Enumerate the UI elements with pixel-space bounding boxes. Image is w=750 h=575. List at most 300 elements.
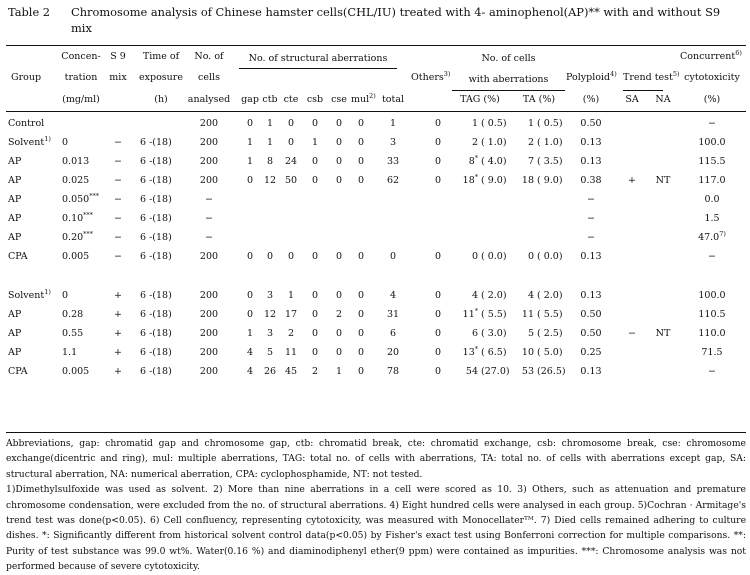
cell-cte-value: 24 xyxy=(284,156,298,167)
cell-ctb xyxy=(260,309,280,321)
cell-total-value: 3 xyxy=(389,137,397,148)
cell-poly-value: − xyxy=(587,213,595,224)
cell-total xyxy=(380,175,406,187)
cell-ta-value: 4 xyxy=(527,290,534,301)
cell-tag-value: 11 xyxy=(462,309,475,320)
cell-conc-value: 0.28 xyxy=(62,309,84,320)
cell-cte xyxy=(281,118,301,130)
cell-tagp xyxy=(481,137,507,149)
cell-poly-value: 0.13 xyxy=(580,137,602,148)
cell-group-value: AP xyxy=(8,156,22,167)
cell-cse-value: 0 xyxy=(335,175,343,186)
cell-tagp xyxy=(481,118,507,130)
cell-ta xyxy=(516,137,534,149)
cell-conc-value: 0.005 xyxy=(62,251,90,262)
cell-time xyxy=(140,328,172,340)
cell-cse xyxy=(327,309,351,321)
cell-group xyxy=(8,118,44,130)
cell-cells xyxy=(186,137,232,149)
cell-oth-value: 0 xyxy=(434,347,442,358)
cell-group xyxy=(8,194,21,206)
col-header-trend-text: Trend test xyxy=(623,72,673,83)
cell-ctb-value: 1 xyxy=(266,137,274,148)
col-header-others xyxy=(411,69,451,84)
cell-time-value: 6 -(18) xyxy=(140,347,172,358)
cell-poly-value: 0.13 xyxy=(580,366,602,377)
cell-conc-value: 0.10 xyxy=(62,213,84,224)
table-title: Chromosome analysis of Chinese hamster cells(CHL/IU) treated with 4- aminophenol(AP)** with and without S9 mix xyxy=(71,5,721,35)
col-header-cells-3: analysed xyxy=(187,94,231,105)
cell-tagp-value: ( 9.0) xyxy=(481,175,507,186)
cell-oth-value: 0 xyxy=(434,309,442,320)
cell-mul-value: 0 xyxy=(357,366,365,377)
cell-time xyxy=(140,156,172,168)
cell-total xyxy=(380,156,406,168)
cell-time-value: 6 -(18) xyxy=(140,175,172,186)
cell-ta xyxy=(516,175,534,187)
cell-ta xyxy=(516,347,534,359)
cell-ta-value: 7 xyxy=(527,156,534,167)
cell-csb xyxy=(303,118,327,130)
cell-csb-value: 0 xyxy=(311,175,319,186)
cell-total xyxy=(380,251,406,263)
cell-csb-value: 0 xyxy=(311,347,319,358)
cell-group-value: AP xyxy=(8,309,22,320)
cell-oth xyxy=(428,309,448,321)
cell-mul xyxy=(349,366,373,378)
cell-poly xyxy=(570,194,612,206)
cell-conc-value: 0.55 xyxy=(62,328,84,339)
cell-csb xyxy=(303,137,327,149)
cell-gap-value: 0 xyxy=(246,118,254,129)
cell-s9-value: − xyxy=(114,156,122,167)
col-header-mul-text: mul xyxy=(351,94,370,105)
cell-poly xyxy=(570,137,612,149)
cell-conc-value: 1.1 xyxy=(62,347,78,358)
cell-time-value: 6 -(18) xyxy=(140,328,172,339)
cell-poly xyxy=(570,366,612,378)
cell-cse-value: 0 xyxy=(335,251,343,262)
cell-cse-value: 0 xyxy=(335,347,343,358)
cell-conc xyxy=(62,251,89,263)
cell-group xyxy=(8,213,21,225)
col-header-s9-1: S 9 xyxy=(110,51,126,62)
footnote-abbreviations: Abbreviations, gap: chromatid gap and chromosome gap, ctb: chromatid break, cte: chromatid exchange, csb: chromosome break, cse: chromosome exchange(dicentric and ring), mul: multiple aberrations, TAG: total no. of cells with aberrations, TA: total no. of cells with aberrations except gap, SA: structural aberration, NA: numerical aberration, CPA: cyclophosphamide, NT: not tested. xyxy=(6,438,746,480)
cell-tap-value: ( 5.0) xyxy=(537,347,563,358)
cell-tag xyxy=(456,290,478,302)
cell-na xyxy=(648,175,678,187)
cell-gap xyxy=(240,366,260,378)
cell-ctb-value: 8 xyxy=(266,156,274,167)
cell-group-value: CPA xyxy=(8,251,28,262)
cell-s9 xyxy=(106,366,130,378)
cell-tag-note: * xyxy=(474,306,478,315)
cell-oth-value: 0 xyxy=(434,118,442,129)
cell-poly xyxy=(570,290,612,302)
cell-csb xyxy=(303,290,327,302)
cell-conc-value: 0.013 xyxy=(62,156,90,167)
cell-cse xyxy=(327,366,351,378)
cell-ctb xyxy=(260,290,280,302)
cell-tag-value: 6 xyxy=(471,328,478,339)
cell-time-value: 6 -(18) xyxy=(140,156,172,167)
cell-csb xyxy=(303,175,327,187)
cell-tagp xyxy=(481,251,507,263)
cell-na xyxy=(648,328,678,340)
cell-mul xyxy=(349,309,373,321)
cell-cte-value: 0 xyxy=(287,137,295,148)
cell-cells xyxy=(186,328,232,340)
cell-oth-value: 0 xyxy=(434,156,442,167)
cell-group-value: Solvent xyxy=(8,290,45,301)
cell-tagp-value: ( 2.0) xyxy=(481,290,507,301)
cell-tap xyxy=(537,366,566,378)
cell-cyto-value: 71.5 xyxy=(701,347,723,358)
cell-group-note: 1) xyxy=(44,287,51,296)
cell-mul xyxy=(349,251,373,263)
cell-time xyxy=(140,366,172,378)
cell-gap-value: 0 xyxy=(246,175,254,186)
cell-tap-value: ( 3.5) xyxy=(537,156,563,167)
cell-gap xyxy=(240,175,260,187)
cell-poly-value: − xyxy=(587,232,595,243)
cell-gap-value: 4 xyxy=(246,366,254,377)
cell-mul xyxy=(349,347,373,359)
cell-group xyxy=(8,328,21,340)
cell-conc-value: 0.050 xyxy=(62,194,90,205)
cell-mul-value: 0 xyxy=(357,290,365,301)
cell-total xyxy=(380,118,406,130)
cell-time xyxy=(140,232,172,244)
cell-poly-value: 0.25 xyxy=(580,347,602,358)
col-header-ta: TA (%) xyxy=(522,94,556,105)
cell-s9 xyxy=(106,251,130,263)
col-header-cyto-note: 6) xyxy=(735,48,742,57)
cell-oth-value: 0 xyxy=(434,290,442,301)
cell-ta-value: 10 xyxy=(521,347,534,358)
cell-csb xyxy=(303,366,327,378)
cell-mul-value: 0 xyxy=(357,137,365,148)
cell-poly-value: 0.50 xyxy=(580,309,602,320)
cell-cse-value: 0 xyxy=(335,290,343,301)
col-header-cyto-1 xyxy=(680,48,742,63)
cell-time xyxy=(140,137,172,149)
col-header-ctb: ctb xyxy=(262,94,278,105)
cell-tagp xyxy=(481,328,507,340)
cell-csb-value: 0 xyxy=(311,156,319,167)
cell-mul xyxy=(349,175,373,187)
cell-oth xyxy=(428,137,448,149)
table-footnotes xyxy=(6,436,746,575)
cell-cyto-value: 100.0 xyxy=(698,137,726,148)
cell-poly-value: − xyxy=(587,194,595,205)
cell-ctb-value: 12 xyxy=(263,175,277,186)
cell-gap-value: 1 xyxy=(246,137,254,148)
cell-ctb xyxy=(260,118,280,130)
cell-cte-value: 11 xyxy=(284,347,298,358)
cell-oth xyxy=(428,251,448,263)
cell-group-value: AP xyxy=(8,328,22,339)
cell-tap-value: ( 5.5) xyxy=(537,309,563,320)
cell-cyto-note: 7) xyxy=(719,229,726,238)
cell-tag-value: 4 xyxy=(471,290,478,301)
cell-s9 xyxy=(106,328,130,340)
cell-time-value: 6 -(18) xyxy=(140,309,172,320)
cell-gap xyxy=(240,251,260,263)
cell-group xyxy=(8,366,28,378)
cell-tagp xyxy=(481,175,507,187)
cell-cyto xyxy=(680,137,744,149)
cell-cells xyxy=(186,251,232,263)
cell-total-value: 33 xyxy=(386,156,400,167)
withab-header-rule xyxy=(452,90,565,91)
cell-cyto xyxy=(680,175,744,187)
col-header-cyto-3: (%) xyxy=(703,94,721,105)
cell-cte xyxy=(281,137,301,149)
cell-cells-value: 200 xyxy=(199,347,219,358)
cell-mul-value: 0 xyxy=(357,347,365,358)
cell-poly-value: 0.50 xyxy=(580,328,602,339)
cell-conc xyxy=(62,175,89,187)
cell-tap xyxy=(537,347,563,359)
cell-cells-value: 200 xyxy=(199,366,219,377)
cell-oth xyxy=(428,290,448,302)
cell-mul xyxy=(349,137,373,149)
cell-gap xyxy=(240,347,260,359)
cell-mul-value: 0 xyxy=(357,118,365,129)
cell-cte-value: 17 xyxy=(284,309,298,320)
cell-gap-value: 0 xyxy=(246,309,254,320)
cell-mul xyxy=(349,156,373,168)
cell-conc-note: *** xyxy=(83,210,93,219)
cell-oth xyxy=(428,347,448,359)
cell-group-note: 1) xyxy=(44,134,51,143)
cell-cse xyxy=(327,118,351,130)
cell-group-value: AP xyxy=(8,213,22,224)
cell-cyto xyxy=(680,213,744,225)
cell-total-value: 4 xyxy=(389,290,397,301)
cell-oth xyxy=(428,118,448,130)
cell-mul-value: 0 xyxy=(357,328,365,339)
cell-tap-value: ( 1.0) xyxy=(537,137,563,148)
cell-tap-value: ( 2.5) xyxy=(537,328,563,339)
cell-ta-value: 53 xyxy=(521,366,534,377)
cell-conc-value: 0 xyxy=(62,290,69,301)
cell-cte-value: 1 xyxy=(287,290,295,301)
cell-gap-value: 1 xyxy=(246,328,254,339)
cell-poly-value: 0.13 xyxy=(580,290,602,301)
cell-cyto-value: − xyxy=(708,366,716,377)
cell-s9-value: + xyxy=(114,290,122,301)
col-header-polyploid-text: Polyploid xyxy=(566,72,611,83)
cell-tag xyxy=(456,172,478,187)
cell-tap-value: (26.5) xyxy=(537,366,566,377)
cell-ta xyxy=(516,366,534,378)
cell-tagp xyxy=(481,347,507,359)
cell-cyto-value: 110.0 xyxy=(698,328,726,339)
cell-tag xyxy=(456,118,478,130)
cell-ctb-value: 0 xyxy=(266,251,274,262)
cell-s9-value: + xyxy=(114,347,122,358)
table-bottom-rule xyxy=(6,432,746,433)
cell-ta xyxy=(516,290,534,302)
cell-tagp-value: ( 5.5) xyxy=(481,309,507,320)
cell-tagp-value: ( 0.0) xyxy=(481,251,507,262)
cell-ta xyxy=(516,118,534,130)
cell-csb xyxy=(303,309,327,321)
col-header-withab-1: No. of cells xyxy=(481,53,536,64)
col-header-mul xyxy=(351,91,376,106)
cell-total-value: 0 xyxy=(389,251,397,262)
cell-csb-value: 2 xyxy=(311,366,319,377)
cell-tag-note: * xyxy=(474,344,478,353)
cell-time xyxy=(140,290,172,302)
cell-cells xyxy=(186,290,232,302)
col-header-polyploid xyxy=(566,69,617,84)
cell-cyto-value: 117.0 xyxy=(698,175,726,186)
cell-ctb xyxy=(260,137,280,149)
cell-group xyxy=(8,232,21,244)
cell-cse-value: 0 xyxy=(335,118,343,129)
cell-poly xyxy=(570,328,612,340)
cell-mul xyxy=(349,118,373,130)
cell-time xyxy=(140,194,172,206)
cell-gap xyxy=(240,137,260,149)
cell-oth xyxy=(428,366,448,378)
cell-gap xyxy=(240,309,260,321)
cell-cse xyxy=(327,328,351,340)
cell-mul xyxy=(349,290,373,302)
cell-tagp xyxy=(481,156,507,168)
cell-ta-value: 0 xyxy=(527,251,534,262)
cell-tagp xyxy=(481,290,507,302)
cell-cte xyxy=(281,366,301,378)
cell-tag xyxy=(456,153,478,168)
col-header-conc-3: (mg/ml) xyxy=(62,94,100,105)
cell-conc-note: *** xyxy=(83,229,93,238)
cell-tagp xyxy=(481,309,507,321)
cell-oth-value: 0 xyxy=(434,251,442,262)
cell-cells xyxy=(186,232,232,244)
col-header-time-1: Time of xyxy=(142,51,180,62)
cell-sa xyxy=(615,175,649,187)
cell-s9 xyxy=(106,137,130,149)
cell-tap xyxy=(537,118,563,130)
cell-csb-value: 0 xyxy=(311,328,319,339)
cell-s9 xyxy=(106,309,130,321)
cell-time-value: 6 -(18) xyxy=(140,290,172,301)
col-header-cyto-2: cytotoxicity xyxy=(684,72,740,83)
cell-csb xyxy=(303,251,327,263)
cell-cse xyxy=(327,251,351,263)
col-header-conc-2: tration xyxy=(64,72,98,83)
cell-total xyxy=(380,366,406,378)
col-header-group: Group xyxy=(11,72,42,83)
cell-time-value: 6 -(18) xyxy=(140,194,172,205)
cell-csb-value: 0 xyxy=(311,118,319,129)
cell-ta-value: 1 xyxy=(527,118,534,129)
cell-poly xyxy=(570,213,612,225)
cell-mul-value: 0 xyxy=(357,309,365,320)
cell-conc xyxy=(62,309,83,321)
cell-tag xyxy=(456,137,478,149)
cell-tag xyxy=(456,306,478,321)
cell-tag-value: 18 xyxy=(462,175,475,186)
cell-tap xyxy=(537,328,563,340)
cell-tag-value: 13 xyxy=(462,347,475,358)
cell-cells xyxy=(186,194,232,206)
cell-cse-value: 1 xyxy=(335,366,343,377)
cell-cyto-value: 110.5 xyxy=(698,309,726,320)
cell-s9 xyxy=(106,194,130,206)
cell-cte xyxy=(281,156,301,168)
cell-cells xyxy=(186,347,232,359)
col-header-cse: cse xyxy=(331,94,347,105)
cell-ta-value: 2 xyxy=(527,137,534,148)
cell-group-value: CPA xyxy=(8,366,28,377)
cell-ctb xyxy=(260,175,280,187)
table-label: Table 2 xyxy=(8,5,51,19)
cell-total xyxy=(380,290,406,302)
cell-s9 xyxy=(106,175,130,187)
cell-ta-value: 5 xyxy=(527,328,534,339)
cell-total-value: 20 xyxy=(386,347,400,358)
cell-sa-value: + xyxy=(628,175,636,186)
cell-group-value: Solvent xyxy=(8,137,45,148)
cell-ctb-value: 12 xyxy=(263,309,277,320)
cell-cells-value: − xyxy=(205,232,213,243)
col-header-trend-note: 5) xyxy=(672,69,680,78)
cell-cte xyxy=(281,347,301,359)
cell-cte xyxy=(281,290,301,302)
cell-ta xyxy=(516,309,534,321)
cell-cells-value: 200 xyxy=(199,328,219,339)
cell-tag-value: 0 xyxy=(471,251,478,262)
col-header-total: total xyxy=(381,94,405,105)
cell-tag xyxy=(456,344,478,359)
cell-cyto xyxy=(680,366,744,378)
cell-cte xyxy=(281,328,301,340)
col-header-time-2: exposure xyxy=(139,72,183,83)
cell-time xyxy=(140,213,172,225)
cell-poly-value: 0.38 xyxy=(580,175,602,186)
cell-tap-value: ( 9.0) xyxy=(537,175,563,186)
cell-group-value: AP xyxy=(8,194,22,205)
cell-group-value: AP xyxy=(8,175,22,186)
cell-group xyxy=(8,134,51,149)
cell-cse xyxy=(327,137,351,149)
cell-na-value: NT xyxy=(655,175,671,186)
cell-cte-value: 0 xyxy=(287,118,295,129)
cell-tap xyxy=(537,251,563,263)
cell-s9-value: − xyxy=(114,251,122,262)
cell-ctb xyxy=(260,156,280,168)
cell-group-value: AP xyxy=(8,232,22,243)
cell-cse xyxy=(327,156,351,168)
cell-s9-value: − xyxy=(114,194,122,205)
cell-time xyxy=(140,251,172,263)
cell-cyto-value: − xyxy=(708,118,716,129)
cell-ctb xyxy=(260,366,280,378)
cell-poly xyxy=(570,309,612,321)
cell-gap-value: 0 xyxy=(246,251,254,262)
cell-oth-value: 0 xyxy=(434,175,442,186)
cell-ctb xyxy=(260,347,280,359)
cell-poly xyxy=(570,118,612,130)
cell-s9 xyxy=(106,156,130,168)
cell-tagp-value: (27.0) xyxy=(481,366,510,377)
cell-cyto xyxy=(680,347,744,359)
